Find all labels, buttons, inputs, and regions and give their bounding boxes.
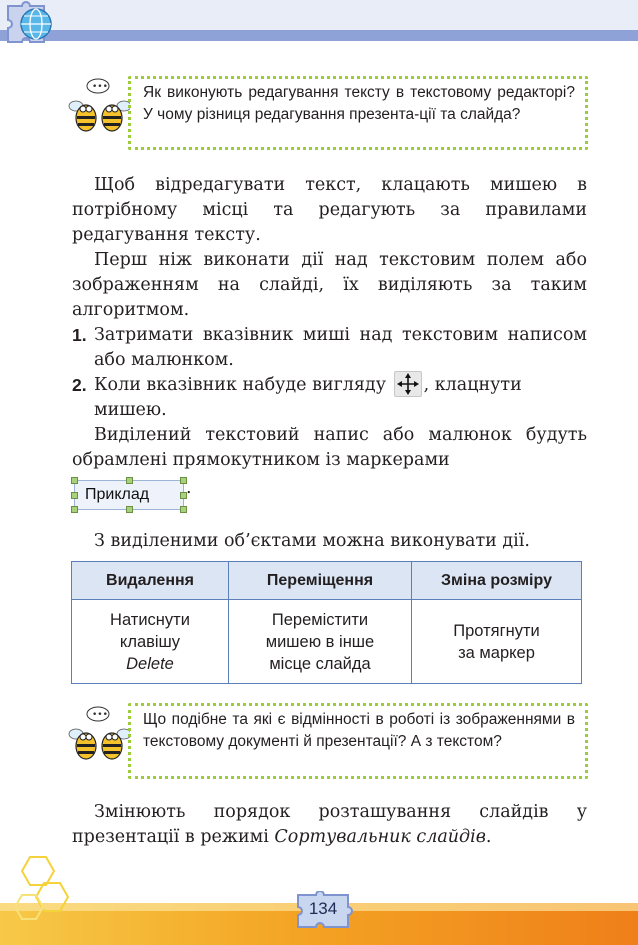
mode-name: Сортувальник слайдів [274,827,486,847]
paragraph: З виділеними об’єктами можна виконувати дії. [94,531,530,551]
selection-marker [180,506,187,513]
table-header: Зміна розміру [412,562,582,600]
list-number: 2. [72,375,87,395]
table-header: Видалення [72,562,229,600]
list-number: 1. [72,325,87,345]
example-selection-frame [74,480,184,510]
header-stripe [0,30,638,41]
question-box [128,76,588,150]
bees-icon [68,78,130,138]
cell-line: за маркер [458,643,535,662]
selection-marker [71,506,78,513]
list-text: Затримати вказівник миші над текстовим написом або малюнком. [94,325,587,370]
svg-text:•••: ••• [92,710,108,720]
question-text: Як виконують редагування тексту в текстовому редакторі? У чому різниця редагування презента-ції та слайда? [143,84,575,123]
paragraph: Щоб відредагувати текст, клацають мишею в потрібному місці та редагують за правилами редагування тексту. [72,175,587,245]
cell-line: мишею в інше [265,632,375,651]
svg-text:•••: ••• [92,82,108,92]
table-header-row [72,562,582,600]
globe-icon [0,0,66,70]
table-row [72,600,582,684]
list-text-before: Коли вказівник набуде вигляду [94,375,387,395]
bees-icon [68,706,130,766]
cell-line: Протягнути [453,621,540,640]
paragraph-text: Змінюють порядок розташування слайдів у презентації в режимі [72,802,587,847]
list-item [72,373,587,423]
page-number: 134 [308,899,338,918]
selection-marker [126,477,133,484]
honeycomb-icon [10,855,80,930]
cell-line: Перемістити [271,610,369,629]
cell-line: Delete [126,654,174,673]
table-cell [229,600,412,684]
table-header: Переміщення [229,562,412,600]
question-box [128,703,588,779]
question-text: Що подібне та які є відмінності в роботі із зображеннями в текстовому документі й презентації? А з текстом? [143,711,575,750]
selection-marker [71,492,78,499]
header-band [0,0,638,30]
table-cell [72,600,229,684]
cell-line: місце слайда [269,654,371,673]
page-number-badge [292,891,354,931]
list-text [94,373,587,423]
cell-line: Натиснути [110,610,190,629]
actions-table [71,561,582,684]
paragraph [72,800,587,850]
list-item [72,323,587,373]
move-cursor-icon [394,371,422,397]
example-label: Приклад [85,486,150,503]
table-cell [412,600,582,684]
selection-marker [126,506,133,513]
sentence-period: . [186,478,192,498]
cell-line: клавішу [119,632,181,651]
paragraph: Перш ніж виконати дії над текстовим полем або зображенням на слайді, їх виділяють за таким алгоритмом. [72,250,587,320]
paragraph: Виділений текстовий напис або малюнок будуть обрамлені прямокутником із маркерами [72,425,587,470]
selection-marker [71,477,78,484]
list-text-after: , клацнути мишею. [94,375,522,420]
paragraph-period: . [485,827,492,847]
